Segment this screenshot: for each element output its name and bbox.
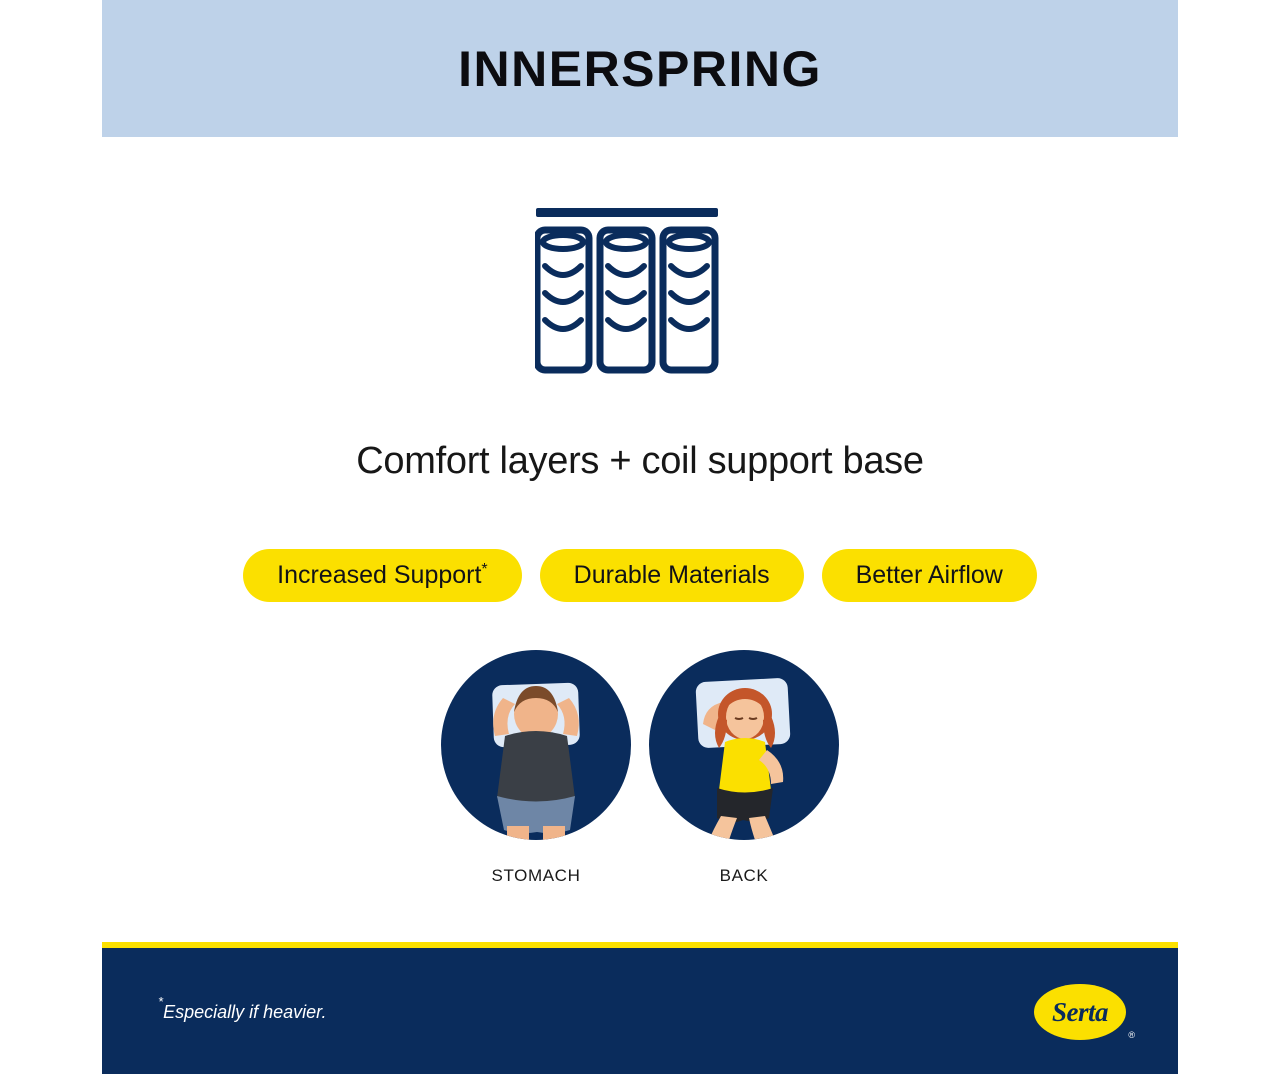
serta-logo-text: Serta	[1051, 996, 1108, 1027]
sleep-position-back[interactable]	[649, 650, 839, 886]
footnote	[158, 994, 327, 1023]
sleep-position-label: BACK	[719, 866, 769, 885]
coil-springs-icon	[535, 190, 745, 385]
serta-logo[interactable]	[1034, 984, 1135, 1040]
coil-icon-container	[102, 190, 1178, 385]
feature-pill-better-airflow[interactable]	[822, 549, 1037, 602]
feature-pill-label: Better Airflow	[855, 561, 1003, 589]
sleep-position-label: STOMACH	[491, 866, 581, 885]
feature-pill-label: Durable Materials	[573, 561, 770, 589]
registered-mark: ®	[1128, 1030, 1135, 1040]
stomach-sleeper-illustration	[441, 650, 631, 840]
innerspring-info-card	[102, 0, 1178, 1074]
footer-bar	[102, 948, 1178, 1074]
header-band	[102, 0, 1178, 137]
sleep-position-row	[102, 650, 1178, 886]
tagline: Comfort layers + coil support base	[356, 440, 924, 482]
feature-pill-increased-support[interactable]: Increased Support *	[243, 549, 522, 602]
footnote-marker: *	[158, 994, 164, 1009]
sleep-position-stomach[interactable]	[441, 650, 631, 886]
serta-logo-badge	[1034, 984, 1126, 1040]
back-sleeper-illustration	[649, 650, 839, 840]
footnote-text: Especially if heavier.	[163, 1002, 327, 1022]
feature-pill-label: Increased Support	[277, 561, 482, 589]
feature-pill-row	[102, 549, 1178, 602]
feature-pill-durable-materials[interactable]	[540, 549, 804, 602]
page-title: INNERSPRING	[458, 40, 822, 97]
